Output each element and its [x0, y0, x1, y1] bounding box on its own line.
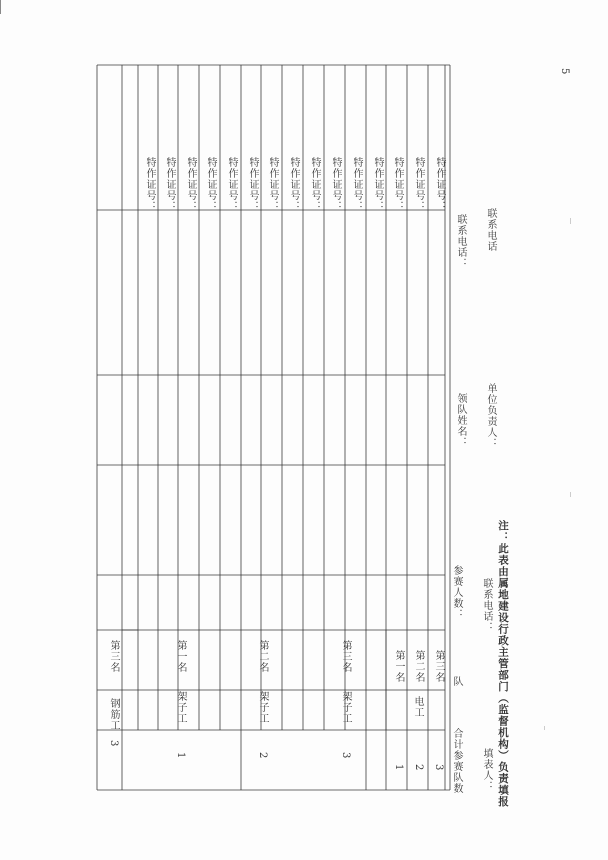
cert-number-label: 特作证号： [392, 157, 403, 212]
total-teams-label: 合计参赛队数 [451, 728, 462, 794]
row-number: 3 [108, 740, 119, 748]
cert-number-label: 特作证号： [267, 157, 278, 212]
rank-label: 第一名 [175, 640, 186, 673]
row-number: 1 [393, 764, 404, 772]
cert-number-label: 特作证号： [288, 157, 299, 212]
rank-label: 第三名 [433, 650, 444, 683]
rank-label: 第三名 [108, 640, 119, 673]
leader-phone-label: 联系电话： [455, 214, 466, 269]
cert-number-label: 特作证号： [247, 157, 258, 212]
cert-number-label: 特作证号： [164, 157, 175, 212]
row-number: 1 [175, 752, 186, 760]
cert-number-label: 特作证号： [434, 157, 445, 212]
row-number: 3 [340, 752, 351, 760]
unit-phone-label: 联系电话 [485, 208, 496, 252]
page-number: 5 [559, 68, 570, 76]
trade-name: 架子工 [340, 691, 351, 724]
cert-number-label: 特作证号： [144, 157, 155, 212]
participants-label: 参赛人数： [451, 565, 462, 620]
trade-name: 电工 [412, 696, 423, 718]
cert-number-label: 特作证号： [185, 157, 196, 212]
cert-number-label: 特作证号： [330, 157, 341, 212]
cert-number-label: 特作证号： [309, 157, 320, 212]
team-unit: 队 [451, 676, 462, 687]
rank-label: 第二名 [257, 640, 268, 673]
cert-number-label: 特作证号： [226, 157, 237, 212]
footnote: 注：此表由属地建设行政主管部门（监督机构）负责填报 [497, 520, 509, 808]
trade-name: 架子工 [175, 691, 186, 724]
rank-label: 第一名 [393, 650, 404, 683]
trade-name: 钢筋工 [108, 698, 119, 731]
cert-number-label: 特作证号： [351, 157, 362, 212]
team-leader-label: 领队姓名： [455, 393, 466, 448]
row-number: 3 [433, 764, 444, 772]
form-filler-label: 填表人： [481, 748, 492, 792]
cert-number-label: 特作证号： [205, 157, 216, 212]
trade-name: 架子工 [257, 691, 268, 724]
cert-number-label: 特作证号： [372, 157, 383, 212]
filler-phone-label: 联系电话： [481, 578, 492, 633]
row-number: 2 [257, 752, 268, 760]
cert-number-label: 特作证号： [413, 157, 424, 212]
row-number: 2 [413, 764, 424, 772]
rank-label: 第三名 [340, 640, 351, 673]
unit-head-label: 单位负责人： [485, 383, 496, 449]
rank-label: 第二名 [413, 650, 424, 683]
